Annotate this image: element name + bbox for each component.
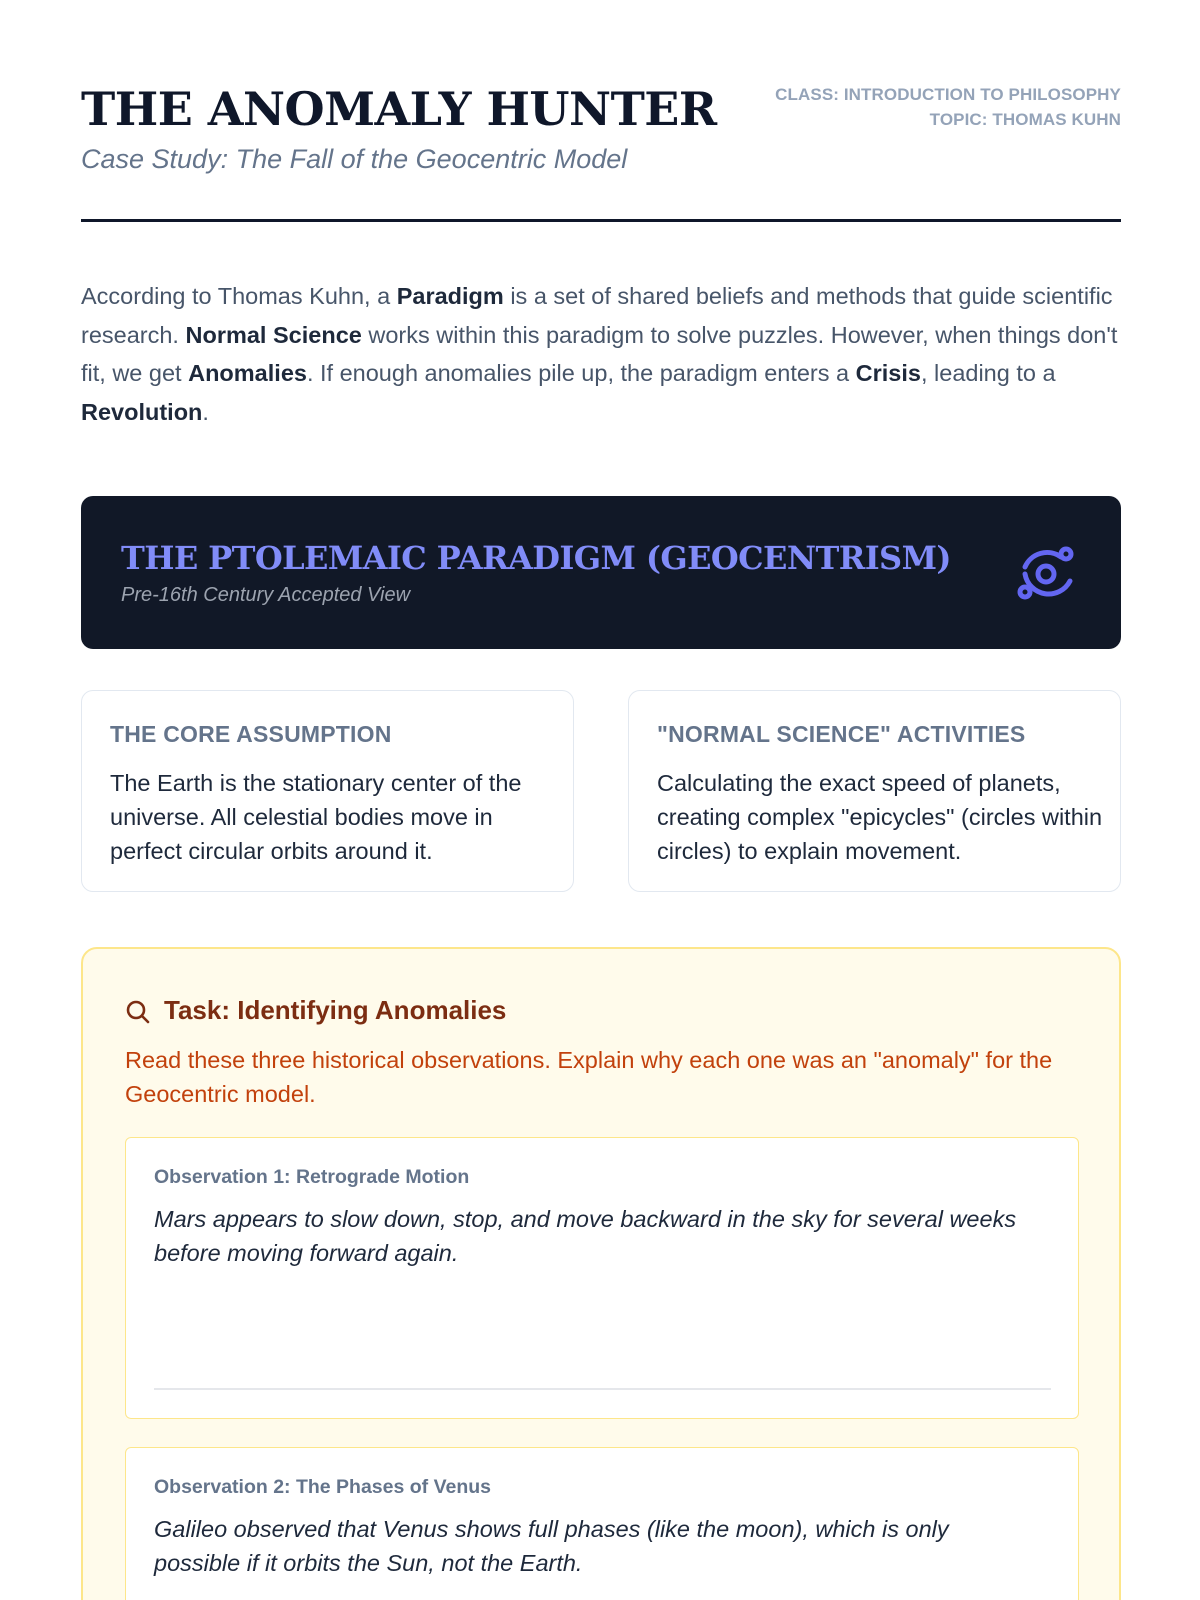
task-panel xyxy=(81,947,1121,1600)
term-anomalies: Anomalies xyxy=(188,360,307,386)
class-meta xyxy=(775,82,1121,132)
card-label: THE CORE ASSUMPTION xyxy=(110,721,392,747)
card-label: "NORMAL SCIENCE" ACTIVITIES xyxy=(657,721,1026,747)
task-description: Read these three historical observations. Explain why each one was an "anomaly" for the Geocentric model. xyxy=(125,1047,1053,1107)
term-normal-science: Normal Science xyxy=(185,321,362,348)
class-line: CLASS: INTRODUCTION TO PHILOSOPHY xyxy=(775,85,1121,104)
header xyxy=(81,82,1121,222)
term-paradigm: Paradigm xyxy=(396,283,504,309)
topic-line: TOPIC: THOMAS KUHN xyxy=(929,110,1121,129)
card-text: Calculating the exact speed of planets, creating complex "epicycles" (circles within circles) to explain movement. xyxy=(657,770,1103,864)
core-assumption-card xyxy=(81,690,574,892)
term-crisis: Crisis xyxy=(855,360,921,386)
header-divider xyxy=(81,219,1121,222)
observation-label: Observation 1: Retrograde Motion xyxy=(154,1166,470,1188)
intro-paragraph: According to Thomas Kuhn, a Paradigm is a set of shared beliefs and methods that guide scientific research. Normal Science works within this paradigm to solve puzzles. However, when things don't fit, we get Anomalies. If enough anomalies pile up, the paradigm enters a Crisis, leading to a Revolution. xyxy=(81,283,1118,425)
answer-line[interactable] xyxy=(154,1388,1051,1390)
search-icon xyxy=(125,999,151,1025)
observation-text: Galileo observed that Venus shows full phases (like the moon), which is only possible if it orbits the Sun, not the Earth. xyxy=(154,1516,949,1576)
card-text: The Earth is the stationary center of the universe. All celestial bodies move in perfect circular orbits around it. xyxy=(110,770,522,864)
term-revolution: Revolution xyxy=(81,398,203,425)
observation-card-2 xyxy=(125,1447,1079,1600)
page-title: THE ANOMALY HUNTER xyxy=(81,82,717,136)
banner-subtitle: Pre-16th Century Accepted View xyxy=(121,584,411,606)
page-subtitle: Case Study: The Fall of the Geocentric Model xyxy=(81,144,628,174)
task-title: Task: Identifying Anomalies xyxy=(164,995,507,1025)
banner-title: THE PTOLEMAIC PARADIGM (GEOCENTRISM) xyxy=(121,539,951,577)
orbit-icon xyxy=(1013,541,1079,607)
paradigm-banner xyxy=(81,496,1121,649)
observation-card-1 xyxy=(125,1137,1079,1419)
normal-science-card xyxy=(628,690,1121,892)
observation-text: Mars appears to slow down, stop, and move backward in the sky for several weeks before moving forward again. xyxy=(154,1206,1017,1266)
observation-label: Observation 2: The Phases of Venus xyxy=(154,1476,492,1498)
